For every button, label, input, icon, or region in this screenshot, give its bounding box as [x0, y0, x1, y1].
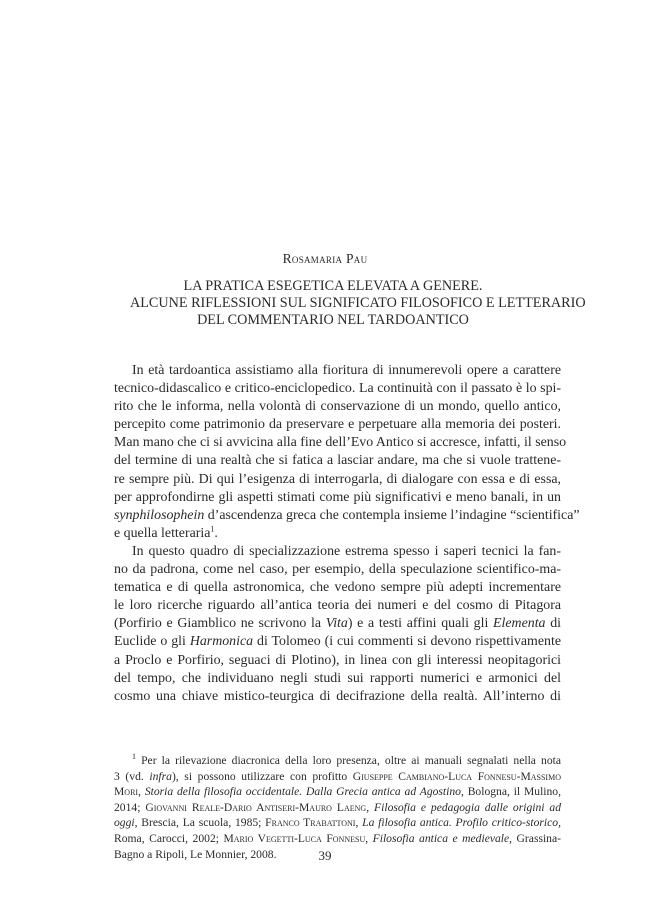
italic-term: synphilosophein	[114, 507, 205, 523]
page-number: 39	[318, 848, 332, 863]
author-name: Rosamaria Pau	[282, 251, 368, 266]
text-line: le loro ricerche riguardo all’antica teoria dei numeri e del cosmo di Pitagora	[114, 598, 561, 614]
title-line: DEL COMMENTARIO NEL TARDOANTICO	[197, 312, 469, 328]
text-line: del tempo, che individuano negli studi sui rapporti numerici e armonici del	[114, 670, 561, 686]
text-line: Man mano che ci si avvicina alla fine dell’Evo Antico si accresce, infatti, il senso	[114, 435, 567, 451]
footnote	[114, 753, 561, 862]
text-line: Euclide o gli Harmonica di Tolomeo (i cui commenti si devono rispettivamente	[114, 634, 562, 650]
footnote-line: Mori, Storia della filosofia occidentale. Dalla Grecia antica ad Agostino, Bologna, il Mulino,	[114, 785, 562, 799]
text-line: In età tardoantica assistiamo alla fioritura di innumerevoli opere a carattere	[132, 363, 561, 378]
text-line: rito che le informa, nella volontà di conservazione di un mondo, quello antico,	[114, 399, 561, 415]
text-line: In questo quadro di specializzazione estrema spesso i saperi tecnici la fan-	[132, 543, 561, 559]
footnote-line: Bagno a Ripoli, Le Monnier, 2008.	[114, 847, 277, 861]
text-line: tematica e di quella astronomica, che vedono sempre più adepti incrementare	[114, 580, 561, 596]
text-line: (Porfirio e Giamblico ne scrivono la Vita) e a testi affini quali gli Elementa di	[114, 616, 562, 632]
body-text	[114, 362, 580, 706]
paragraph-1	[114, 362, 580, 543]
text-line: e quella letteraria$^1$.	[114, 524, 218, 541]
text-line: tecnico-didascalico e critico-enciclopedico. La continuità con il passato è lo spi-	[114, 381, 561, 397]
chapter-title	[130, 278, 586, 329]
text-line: re sempre più. Di qui l’esigenza di interrogarla, di dialogare con essa e di essa,	[114, 471, 561, 487]
footnote-line: 3 (vd. infra), si possono utilizzare con profitto Giuseppe Cambiano-Luca Fonnesu-Massimo	[114, 769, 561, 783]
footnote-number: 1	[132, 752, 136, 762]
footnote-line: oggi, Brescia, La scuola, 1985; Franco Trabattoni, La filosofia antica. Profilo critico-storico,	[114, 816, 561, 830]
text-line: per approfondirne gli aspetti stimati come più significativi e meno banali, in un	[114, 489, 561, 505]
footnote-line: Roma, Carocci, 2002; Mario Vegetti-Luca Fonnesu, Filosofia antica e medievale, Grassina-	[114, 831, 561, 845]
footnote-line: 2014; Giovanni Reale-Dario Antiseri-Mauro Laeng, Filosofia e pedagogia dalle origini ad	[114, 800, 562, 814]
text-line: cosmo una chiave mistico-teurgica di decifrazione della realtà. All’interno di	[114, 688, 561, 704]
text-line: no da padrona, come nel caso, per esempio, della speculazione scientifico-ma-	[114, 562, 561, 578]
footnote-line: $^1$ Per la rilevazione diacronica della loro presenza, oltre ai manuali segnalati nella nota	[132, 752, 561, 767]
title-line: ALCUNE RIFLESSIONI SUL SIGNIFICATO FILOSOFICO E LETTERARIO	[130, 295, 586, 311]
title-line: LA PRATICA ESEGETICA ELEVATA A GENERE.	[183, 278, 483, 294]
text-line: synphilosophein d’ascendenza greca che contempla insieme l’indagine “scientifica”	[114, 507, 580, 523]
text-line: del termine di una realtà che si fatica a lasciar andare, ma che si vuole trattene-	[114, 453, 561, 469]
paragraph-2	[114, 543, 561, 706]
text-line: percepito come patrimonio da preservare e perpetuare alla memoria dei posteri.	[114, 417, 561, 433]
text-line: a Proclo e Porfirio, seguaci di Plotino), in linea con gli interessi neopitagorici	[114, 652, 561, 668]
footnote-ref[interactable]: 1	[210, 524, 215, 534]
